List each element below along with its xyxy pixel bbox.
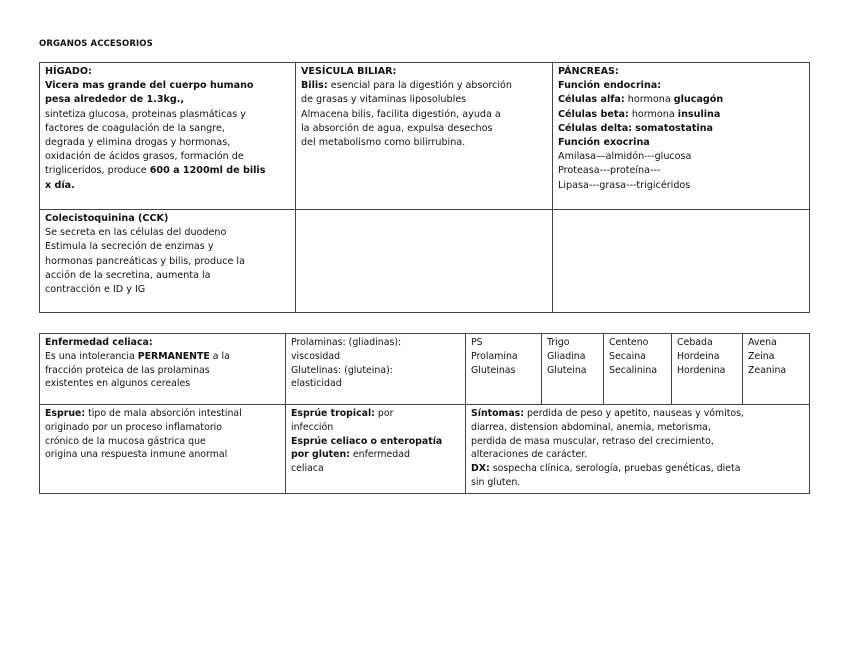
celiac-disease-table	[39, 333, 810, 494]
celiac-sprue-text: enfermedad	[352, 449, 410, 461]
rye-line: Secaina	[609, 350, 646, 362]
sprue-line: origina una respuesta inmune anormal	[45, 449, 228, 461]
rye-line: Centeno	[609, 337, 649, 348]
ps-line: Gluteinas	[471, 364, 516, 376]
tropical-sprue-cell	[286, 405, 466, 494]
beta-cells-text: hormona	[631, 108, 675, 120]
barley-cell	[672, 334, 743, 405]
symptoms-label: Síntomas:	[471, 408, 524, 419]
beta-cells-hormone: insulina	[677, 108, 721, 120]
prolamins-line: Prolaminas: (gliadinas):	[291, 337, 402, 348]
pancreas-cell	[553, 63, 810, 210]
liver-line: oxidación de ácidos grasos, formación de	[45, 151, 244, 163]
wheat-line: Trigo	[547, 337, 570, 348]
enzyme-line: Lipasa---grasa---trigicéridos	[558, 179, 691, 191]
delta-cells-label: Células delta:	[558, 122, 633, 134]
celiac-sprue-label: Esprúe celiaco o enteropatía	[291, 435, 443, 447]
alpha-cells-hormone: glucagón	[673, 94, 724, 106]
diagnosis-label: DX:	[471, 463, 490, 475]
document-title: ORGANOS ACCESORIOS	[39, 39, 153, 49]
rye-cell	[604, 334, 672, 405]
liver-cell	[40, 63, 296, 210]
rye-line: Secalinina	[609, 364, 658, 376]
barley-line: Cebada	[677, 337, 713, 348]
cck-cell	[40, 210, 296, 313]
liver-bold-line: Vicera mas grande del cuerpo humano	[45, 80, 254, 92]
enzyme-line: Amilasa—almidón---glucosa	[558, 151, 692, 163]
celiac-heading: Enfermedad celiaca:	[45, 337, 153, 348]
tropical-sprue-label: Esprúe tropical:	[291, 408, 375, 419]
bile-label: Bilis:	[301, 80, 328, 92]
cck-heading: Colecistoquinina (CCK)	[45, 213, 169, 224]
liver-line: trigliceridos, produce	[45, 165, 147, 177]
celiac-sprue-text: celiaca	[291, 463, 324, 475]
symptoms-line: perdida de peso y apetito, nauseas y vómitos,	[526, 408, 745, 419]
oat-line: Zeina	[748, 350, 775, 362]
diagnosis-line: sospecha clínica, serología, pruebas genéticas, dieta	[492, 463, 741, 475]
cck-line: contracción e ID y IG	[45, 284, 146, 296]
celiac-line: Es una intolerancia	[45, 350, 135, 362]
gallbladder-line: la absorción de agua, expulsa desechos	[301, 122, 493, 134]
barley-line: Hordenina	[677, 364, 726, 376]
sprue-line: tipo de mala absorción intestinal	[88, 408, 242, 419]
sprue-cell	[40, 405, 286, 494]
tropical-sprue-text: infección	[291, 421, 334, 433]
beta-cells-label: Células beta:	[558, 108, 629, 120]
bile-production-amount: 600 a 1200ml de bilis	[149, 165, 266, 177]
celiac-line: fracción proteica de las prolaminas	[45, 364, 210, 376]
barley-line: Hordeina	[677, 350, 720, 362]
exocrine-function-label: Función exocrina	[558, 137, 650, 149]
prolamins-line: elasticidad	[291, 378, 342, 390]
cck-line: hormonas pancreáticas y bilis, produce la	[45, 255, 245, 267]
empty-cell	[296, 210, 553, 313]
cck-line: Estimula la secreción de enzimas y	[45, 241, 214, 253]
enzyme-line: Proteasa---proteína---	[558, 165, 661, 177]
gallbladder-heading: VESÍCULA BILIAR:	[301, 66, 397, 77]
symptoms-line: diarrea, distension abdominal, anemia, metorisma,	[471, 421, 711, 433]
diagnosis-line: sin gluten.	[471, 476, 521, 488]
gallbladder-line: de grasas y vitaminas liposolubles	[301, 94, 467, 106]
sprue-line: originado por un proceso inflamatorio	[45, 421, 223, 433]
oat-line: Zeanina	[748, 364, 787, 376]
alpha-cells-label: Células alfa:	[558, 94, 625, 106]
cck-line: acción de la secretina, aumenta la	[45, 269, 211, 281]
celiac-disease-cell	[40, 334, 286, 405]
celiac-sprue-label: por gluten:	[291, 449, 350, 461]
celiac-permanent: PERMANENTE	[137, 350, 210, 362]
tropical-sprue-text: por	[377, 408, 394, 419]
gallbladder-cell	[296, 63, 553, 210]
oat-line: Avena	[748, 337, 777, 348]
sprue-line: crónico de la mucosa gástrica que	[45, 435, 206, 447]
celiac-line: existentes en algunos cereales	[45, 378, 191, 390]
alpha-cells-text: hormona	[627, 94, 671, 106]
wheat-cell	[542, 334, 604, 405]
wheat-line: Gliadina	[547, 350, 586, 362]
accessory-organs-table	[39, 62, 810, 313]
ps-line: PS	[471, 337, 483, 348]
gallbladder-line: esencial para la digestión y absorción	[330, 80, 513, 92]
wheat-line: Gluteina	[547, 364, 587, 376]
symptoms-line: alteraciones de carácter.	[471, 449, 588, 461]
prolamins-cell	[286, 334, 466, 405]
empty-cell	[553, 210, 810, 313]
oat-cell	[743, 334, 810, 405]
symptoms-cell	[466, 405, 810, 494]
ps-cell	[466, 334, 542, 405]
liver-bold-line: pesa alrededor de 1.3kg.,	[45, 94, 185, 106]
prolamins-line: viscosidad	[291, 350, 341, 362]
sprue-label: Esprue:	[45, 408, 86, 419]
celiac-line: a la	[212, 350, 230, 362]
symptoms-line: perdida de masa muscular, retraso del crecimiento,	[471, 435, 714, 447]
ps-line: Prolamina	[471, 350, 518, 362]
gallbladder-line: del metabolismo como bilirrubina.	[301, 137, 466, 149]
cck-line: Se secreta en las células del duodeno	[45, 227, 227, 239]
endocrine-function-label: Función endocrina:	[558, 80, 662, 92]
liver-heading: HÍGADO:	[45, 66, 92, 77]
liver-line: factores de coagulación de la sangre,	[45, 122, 225, 134]
liver-line: sintetiza glucosa, proteinas plasmáticas y	[45, 108, 246, 120]
prolamins-line: Glutelinas: (gluteina):	[291, 364, 393, 376]
liver-line: degrada y elimina drogas y hormonas,	[45, 137, 231, 149]
gallbladder-line: Almacena bilis, facilita digestión, ayuda a	[301, 108, 501, 120]
pancreas-heading: PÁNCREAS:	[558, 66, 619, 77]
delta-cells-hormone: somatostatina	[635, 122, 714, 134]
bile-production-tail: x día.	[45, 179, 75, 191]
